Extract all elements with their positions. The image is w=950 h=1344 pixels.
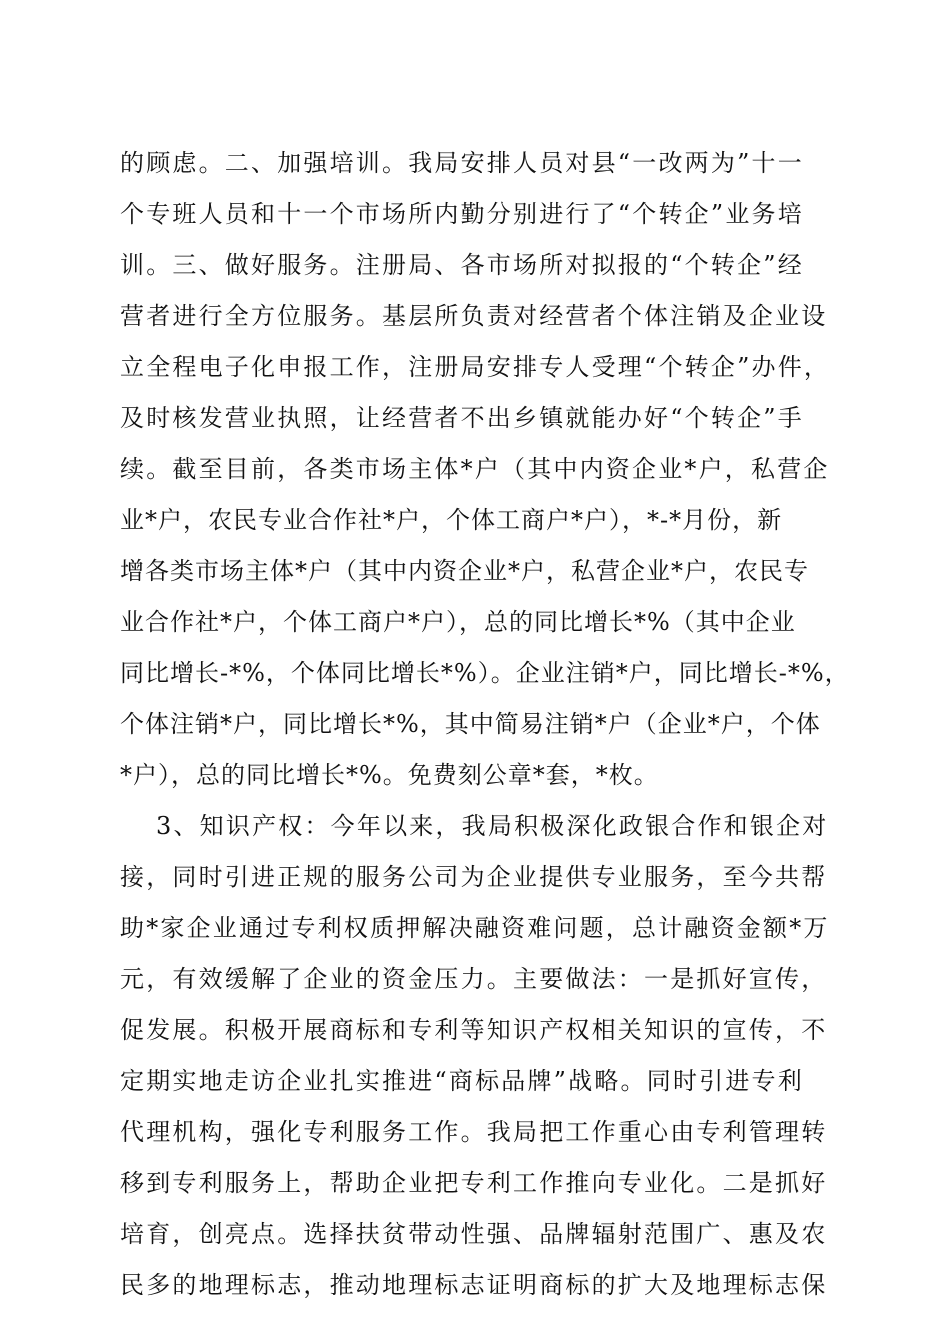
text-line: 培育，创亮点。选择扶贫带动性强、品牌辐射范围广、惠及农 bbox=[120, 1220, 828, 1248]
text-line: 及时核发营业执照，让经营者不出乡镇就能办好“个转企”手 bbox=[120, 404, 804, 432]
text-line: 业合作社*户，个体工商户*户），总的同比增长*%（其中企业 bbox=[120, 608, 796, 636]
text-line: 业*户，农民专业合作社*户，个体工商户*户），*-*月份，新 bbox=[120, 506, 783, 534]
paragraph-start-line: 3、知识产权：今年以来，我局积极深化政银合作和银企对 bbox=[156, 812, 829, 840]
text-line: 促发展。积极开展商标和专利等知识产权相关知识的宣传，不 bbox=[120, 1016, 828, 1044]
text-line: 营者进行全方位服务。基层所负责对经营者个体注销及企业设 bbox=[120, 302, 828, 330]
text-line: 同比增长-*%，个体同比增长*%）。企业注销*户，同比增长-*%， bbox=[120, 659, 850, 687]
text-line: 个专班人员和十一个市场所内勤分别进行了“个转企”业务培 bbox=[120, 200, 804, 228]
text-line: 定期实地走访企业扎实推进“商标品牌”战略。同时引进专利 bbox=[120, 1067, 804, 1095]
text-line: 民多的地理标志，推动地理标志证明商标的扩大及地理标志保 bbox=[120, 1271, 828, 1299]
text-line: 的顾虑。二、加强培训。我局安排人员对县“一改两为”十一 bbox=[120, 149, 804, 177]
body-text bbox=[120, 138, 850, 1311]
text-line: *户），总的同比增长*%。免费刻公章*套，*枚。 bbox=[120, 761, 659, 789]
text-line: 移到专利服务上，帮助企业把专利工作推向专业化。二是抓好 bbox=[120, 1169, 828, 1197]
text-line: 个体注销*户，同比增长*%，其中简易注销*户（企业*户，个体 bbox=[120, 710, 821, 738]
text-line: 续。截至目前，各类市场主体*户（其中内资企业*户，私营企 bbox=[120, 455, 830, 483]
text-line: 元，有效缓解了企业的资金压力。主要做法：一是抓好宣传， bbox=[120, 965, 828, 993]
text-line: 代理机构，强化专利服务工作。我局把工作重心由专利管理转 bbox=[120, 1118, 828, 1146]
text-line: 接，同时引进正规的服务公司为企业提供专业服务，至今共帮 bbox=[120, 863, 828, 891]
text-line: 增各类市场主体*户（其中内资企业*户，私营企业*户，农民专 bbox=[120, 557, 809, 585]
text-line: 立全程电子化申报工作，注册局安排专人受理“个转企”办件， bbox=[120, 353, 831, 381]
text-line: 助*家企业通过专利权质押解决融资难问题，总计融资金额*万 bbox=[120, 914, 830, 942]
text-line: 训。三、做好服务。注册局、各市场所对拟报的“个转企”经 bbox=[120, 251, 804, 279]
